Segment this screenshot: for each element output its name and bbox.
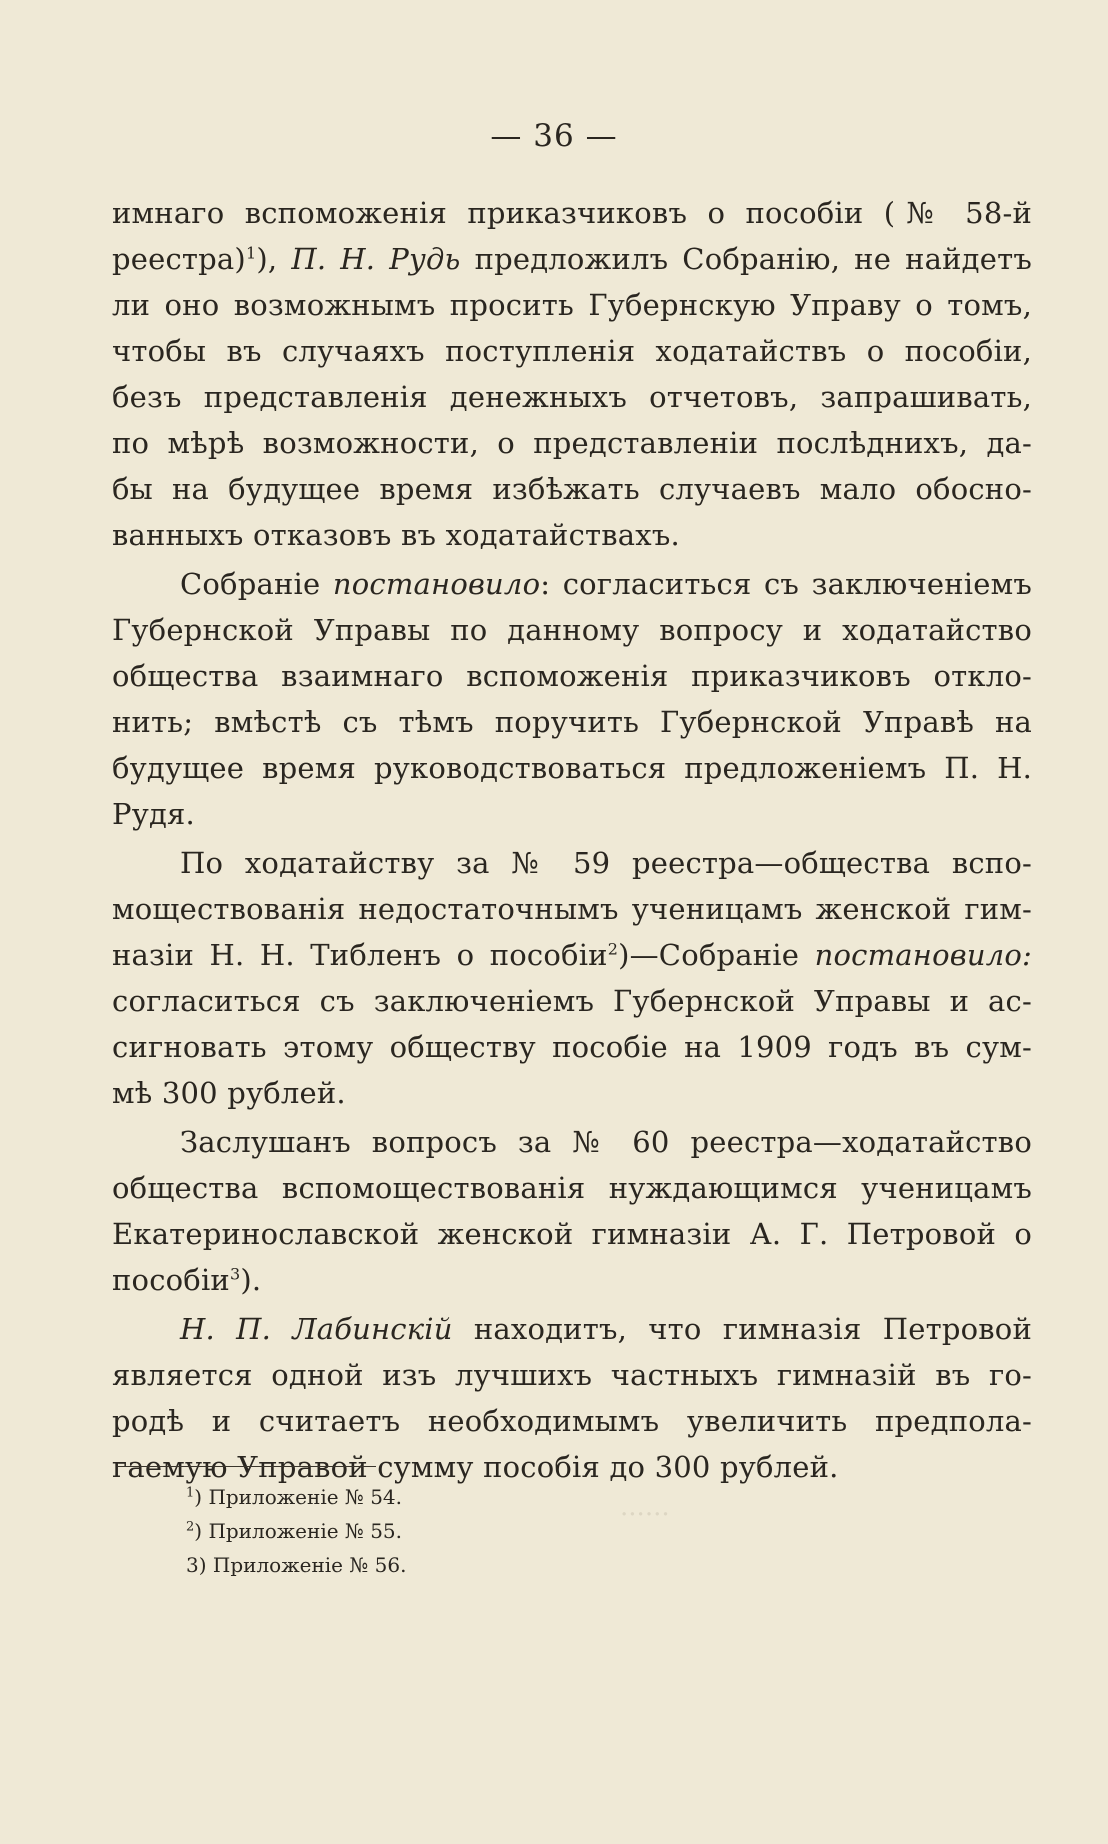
text-line: сигновать этому обществу пособіе на 1909 годъ въ сум- — [112, 1030, 1032, 1064]
page-number: — 36 — — [490, 118, 618, 154]
footnote-mark: 2 — [186, 1519, 195, 1535]
footnote-ref: 3 — [229, 1264, 241, 1284]
text-line: является одной изъ лучшихъ частныхъ гимназій въ го- — [112, 1358, 1032, 1392]
footnote-mark: 3) — [186, 1553, 207, 1577]
text-line: нить; вмѣстѣ съ тѣмъ поручить Губернской Управѣ на — [112, 705, 1032, 739]
resolution-verb: постановило — [332, 567, 541, 601]
text-line: Н. П. Лабинскій находитъ, что гимназія Петровой — [180, 1312, 1032, 1346]
text-line: пособіи$^3$). — [112, 1263, 262, 1297]
text-line: назіи Н. Н. Тибленъ о пособіи$^2$)—Собраніе постановило: — [112, 938, 1032, 972]
footnotes — [186, 1480, 406, 1582]
text-line: моществованія недостаточнымъ ученицамъ женской гим- — [112, 892, 1032, 926]
text-line: общества взаимнаго вспоможенія приказчиковъ откло- — [112, 659, 1032, 693]
footnote: 3) Приложеніе № 56. — [186, 1553, 407, 1577]
text-line: общества вспомоществованія нуждающимся ученицамъ — [112, 1171, 1032, 1205]
speaker-name: П. Н. Рудь — [291, 242, 461, 276]
show-through-text: ······ — [620, 1500, 670, 1530]
footnote: $^2$) Приложеніе № 55. — [186, 1519, 403, 1543]
resolution-verb: постановило: — [814, 938, 1032, 972]
text-line: Собраніе постановило: согласиться съ заключеніемъ — [180, 567, 1032, 601]
text-line: ли оно возможнымъ просить Губернскую Управу о томъ, — [112, 288, 1032, 322]
text-line: ванныхъ отказовъ въ ходатайствахъ. — [112, 518, 680, 552]
footnote-ref: 1 — [245, 243, 257, 263]
text-line: Рудя. — [112, 797, 195, 831]
text-line: Губернской Управы по данному вопросу и ходатайство — [112, 613, 1032, 647]
text-line: родѣ и считаетъ необходимымъ увеличить предпола- — [112, 1404, 1032, 1438]
text-line: гаемую Управой сумму пособія до 300 рублей. — [112, 1450, 839, 1484]
text-line: безъ представленія денежныхъ отчетовъ, запрашивать, — [112, 380, 1032, 414]
text-line: имнаго вспоможенія приказчиковъ о пособіи (№ 58-й — [112, 196, 1032, 230]
footnote: $^1$) Приложеніе № 54. — [186, 1485, 403, 1509]
footnote-mark: 1 — [186, 1485, 195, 1501]
paragraph-petition-59 — [112, 840, 1032, 1116]
text-line: По ходатайству за № 59 реестра—общества вспо- — [180, 846, 1032, 880]
text-line: будущее время руководствоваться предложеніемъ П. Н. — [112, 751, 1032, 785]
paragraph-petition-60 — [112, 1119, 1032, 1303]
paragraph-labinsky — [112, 1306, 1032, 1490]
body-text — [112, 190, 1032, 1490]
speaker-name: Н. П. Лабинскій — [180, 1312, 453, 1346]
text-line: Заслушанъ вопросъ за № 60 реестра—ходатайство — [180, 1125, 1032, 1159]
text-line: Екатеринославской женской гимназіи А. Г. Петровой о — [112, 1217, 1032, 1251]
text-line: по мѣрѣ возможности, о представленіи послѣднихъ, да- — [112, 426, 1032, 460]
text-line: согласиться съ заключеніемъ Губернской Управы и ас- — [112, 984, 1032, 1018]
text-line: чтобы въ случаяхъ поступленія ходатайствъ о пособіи, — [112, 334, 1032, 368]
text-line: реестра)$^1$), П. Н. Рудь предложилъ Собранію, не найдетъ — [112, 242, 1032, 276]
footnote-ref: 2 — [607, 939, 619, 959]
footnote-divider — [118, 1466, 376, 1467]
text-line: мѣ 300 рублей. — [112, 1076, 346, 1110]
paragraph-resolution-58 — [112, 561, 1032, 837]
paragraph-rud-proposal — [112, 190, 1032, 558]
text-line: бы на будущее время избѣжать случаевъ мало обосно- — [112, 472, 1032, 506]
